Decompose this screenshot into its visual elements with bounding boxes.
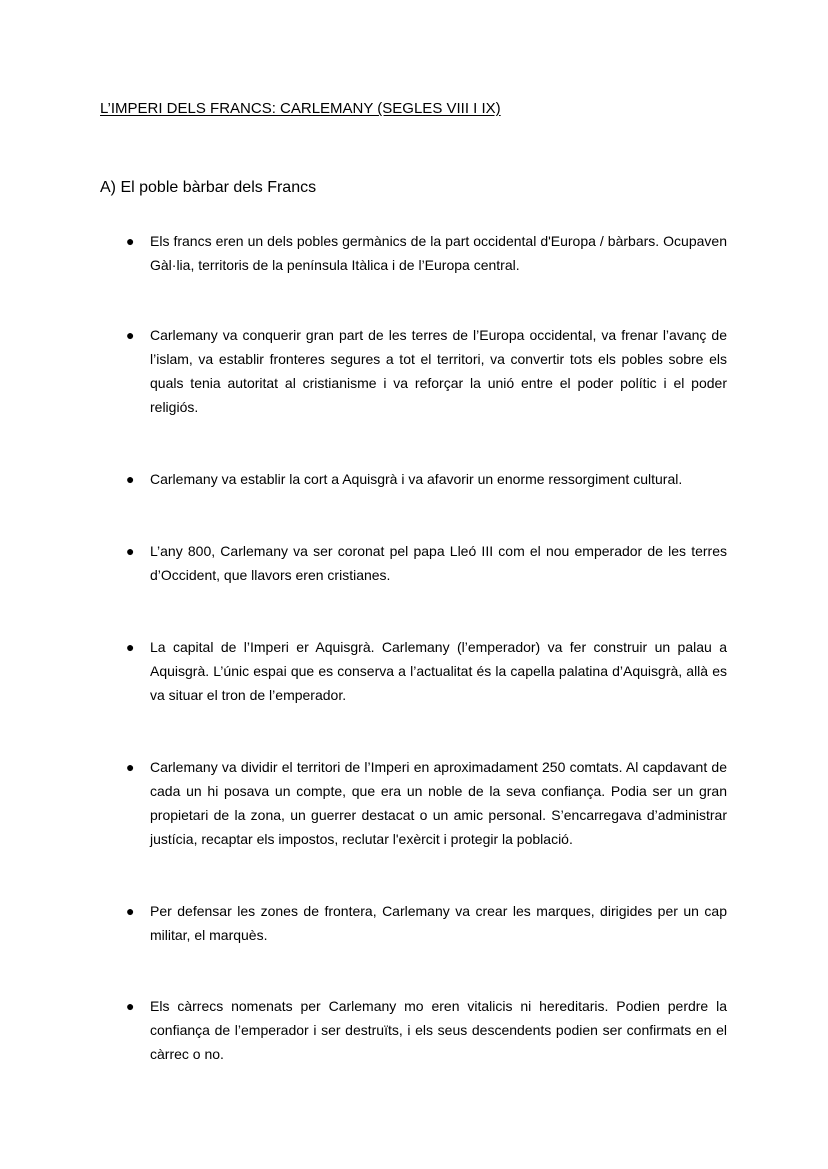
- list-item-text: Carlemany va dividir el territori de l’Imperi en aproximadament 250 comtats. Al capdavant de cada un hi posava un compte, que era un noble de la seva confiança. Podia ser un gran propietari de la zona, un guerrer destacat o un amic personal. S’encarregava d’administrar justícia, recaptar els impostos, reclutar l'exèrcit i protegir la població.: [150, 759, 727, 847]
- bullet-icon: ●: [126, 759, 135, 775]
- list-item-text: La capital de l’Imperi er Aquisgrà. Carlemany (l’emperador) va fer construir un palau a Aquisgrà. L’únic espai que es conserva a l’actualitat és la capella palatina d’Aquisgrà, allà es va situar el tron de l’emperador.: [150, 639, 727, 703]
- list-item-text: Per defensar les zones de frontera, Carlemany va crear les marques, dirigides per un cap militar, el marquès.: [150, 903, 727, 943]
- list-item-text: Carlemany va establir la cort a Aquisgrà i va afavorir un enorme ressorgiment cultural.: [150, 471, 683, 487]
- bullet-icon: ●: [126, 903, 135, 919]
- list-item-text: Els càrrecs nomenats per Carlemany mo eren vitalicis ni hereditaris. Podien perdre la confiança de l’emperador i ser destruïts, i els seus descendents podien ser confirmats en el càrrec o no.: [150, 998, 727, 1062]
- bullet-icon: ●: [126, 471, 135, 487]
- list-item: [126, 994, 727, 1066]
- section-heading: A) El poble bàrbar dels Francs: [100, 179, 317, 196]
- list-item: [126, 323, 727, 419]
- document-title: L’IMPERI DELS FRANCS: CARLEMANY (SEGLES VIII I IX): [100, 100, 501, 117]
- list-item: [126, 467, 727, 491]
- list-item: [126, 539, 727, 587]
- list-item: [126, 899, 727, 947]
- bullet-icon: ●: [126, 543, 135, 559]
- list-item: [126, 635, 727, 707]
- bullet-icon: ●: [126, 327, 135, 343]
- list-item: [126, 755, 727, 851]
- bullet-icon: ●: [126, 233, 135, 249]
- bullet-icon: ●: [126, 639, 135, 655]
- list-item-text: Carlemany va conquerir gran part de les terres de l’Europa occidental, va frenar l’avanç de l’islam, va establir fronteres segures a tot el territori, va convertir tots els pobles sobre els quals tenia autoritat al cristianisme i va reforçar la unió entre el poder polític i el poder religiós.: [150, 327, 727, 415]
- list-item: [126, 229, 727, 277]
- list-item-text: Els francs eren un dels pobles germànics de la part occidental d'Europa / bàrbars. Ocupaven Gàl·lia, territoris de la península Itàlica i de l’Europa central.: [150, 233, 727, 273]
- bullet-icon: ●: [126, 998, 135, 1014]
- list-item-text: L’any 800, Carlemany va ser coronat pel papa Lleó III com el nou emperador de les terres d’Occident, que llavors eren cristianes.: [150, 543, 727, 583]
